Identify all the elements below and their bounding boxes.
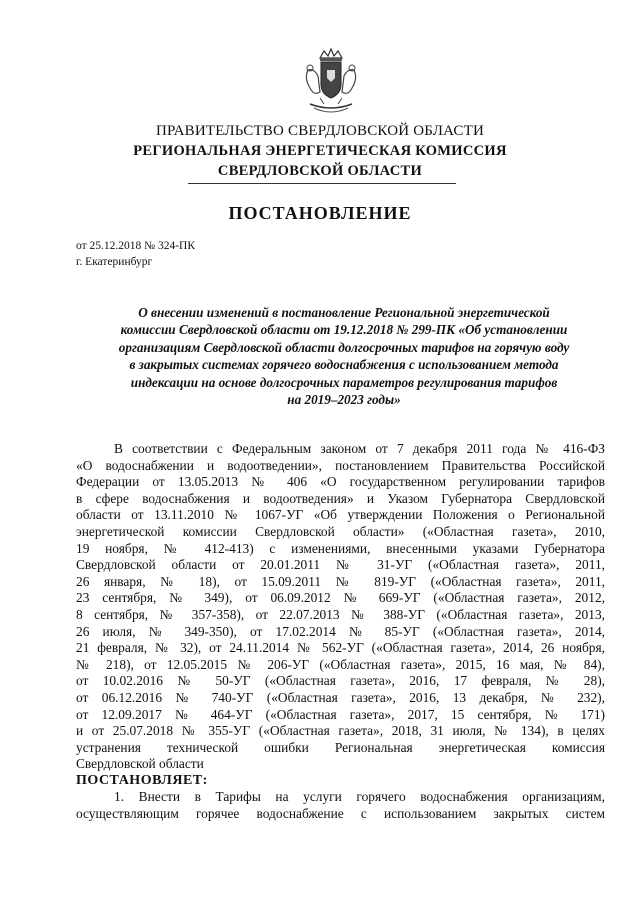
title-line: в закрытых системах горячего водоснабжения с использованием метода — [129, 357, 559, 373]
government-name: ПРАВИТЕЛЬСТВО СВЕРДЛОВСКОЙ ОБЛАСТИ — [155, 123, 485, 139]
body-line: области от 13.11.2010 № 1067-УГ «Об утверждении Положения о Региональной — [76, 507, 605, 523]
header-divider — [188, 183, 456, 184]
body-line: от 06.12.2016 № 740-УГ («Областная газета», 2016, 13 декабря, № 232), — [76, 689, 605, 705]
body-line: 26 июля, № 349-350), от 17.02.2014 № 85-УГ («Областная газета», 2014, — [76, 623, 605, 639]
body-line: от 12.09.2017 № 464-УГ («Областная газета», 2017, 15 сентября, № 171) — [76, 706, 605, 722]
body-line: от 10.02.2016 № 50-УГ («Областная газета», 2016, 17 февраля, № 28), — [76, 673, 605, 689]
body-line: и от 25.07.2018 № 355-УГ («Областная газета», 2018, 31 июля, № 134), в целях — [76, 723, 605, 739]
document-city: г. Екатеринбург — [76, 256, 153, 268]
item-line: осуществляющим горячее водоснабжение с использованием закрытых систем — [76, 806, 605, 822]
body-line: № 218), от 12.05.2015 № 206-УГ («Областная газета», 2015, 16 мая, № 84), — [76, 656, 605, 672]
coat-of-arms-icon — [300, 48, 362, 120]
body-line: в сфере водоснабжения и водоотведения» и Указом Губернатора Свердловской — [76, 490, 605, 506]
title-line: на 2019–2023 годы» — [287, 392, 401, 408]
document-type: ПОСТАНОВЛЕНИЕ — [228, 203, 412, 223]
document-title — [84, 304, 604, 408]
body-line: «О водоснабжении и водоотведении», постановлением Правительства Российской — [76, 457, 605, 473]
body-line: энергетической комиссии Свердловской области» («Областная газета», 2010, — [76, 523, 605, 539]
body-line: Федерации от 13.05.2013 № 406 «О государственном регулировании тарифов — [76, 474, 605, 490]
body-line: 23 сентября, № 349), от 06.09.2012 № 669-УГ («Областная газета», 2012, — [76, 590, 605, 606]
body-line: 26 января, № 18), от 15.09.2011 № 819-УГ («Областная газета», 2011, — [76, 573, 605, 589]
title-line: О внесении изменений в постановление Региональной энергетической — [138, 305, 550, 320]
document-date-number: от 25.12.2018 № 324-ПК — [76, 240, 196, 252]
body-line: 8 сентября, № 357-358), от 22.07.2013 № 388-УГ («Областная газета», 2013, — [76, 606, 605, 622]
body-line: В соответствии с Федеральным законом от 7 декабря 2011 года № 416-ФЗ — [114, 441, 605, 456]
item-line: 1. Внести в Тарифы на услуги горячего водоснабжения организациям, — [114, 789, 605, 805]
body-line: 19 ноября, № 412-413) с изменениями, внесенными указами Губернатора — [76, 540, 605, 556]
title-line: индексации на основе долгосрочных параметров регулирования тарифов — [130, 374, 558, 390]
document-body — [76, 441, 605, 823]
body-line: Свердловской области — [76, 756, 204, 772]
body-line: Свердловской области от 20.01.2011 № 31-УГ («Областная газета», 2011, — [76, 557, 605, 573]
body-line: 21 февраля, № 32), от 24.11.2014 № 562-УГ («Областная газета», 2014, 26 ноября, — [76, 640, 605, 656]
title-line: комиссии Свердловской области от 19.12.2018 № 299-ПК «Об установлении — [120, 322, 568, 338]
commission-name-line1: РЕГИОНАЛЬНАЯ ЭНЕРГЕТИЧЕСКАЯ КОМИССИЯ — [133, 143, 507, 159]
commission-name-line2: СВЕРДЛОВСКОЙ ОБЛАСТИ — [217, 163, 423, 179]
title-line: организациям Свердловской области долгосрочных тарифов на горячую воду — [118, 339, 570, 355]
body-line: устранения технической ошибки Региональная энергетическая комиссия — [76, 739, 605, 755]
resolves-heading: ПОСТАНОВЛЯЕТ: — [76, 772, 208, 788]
